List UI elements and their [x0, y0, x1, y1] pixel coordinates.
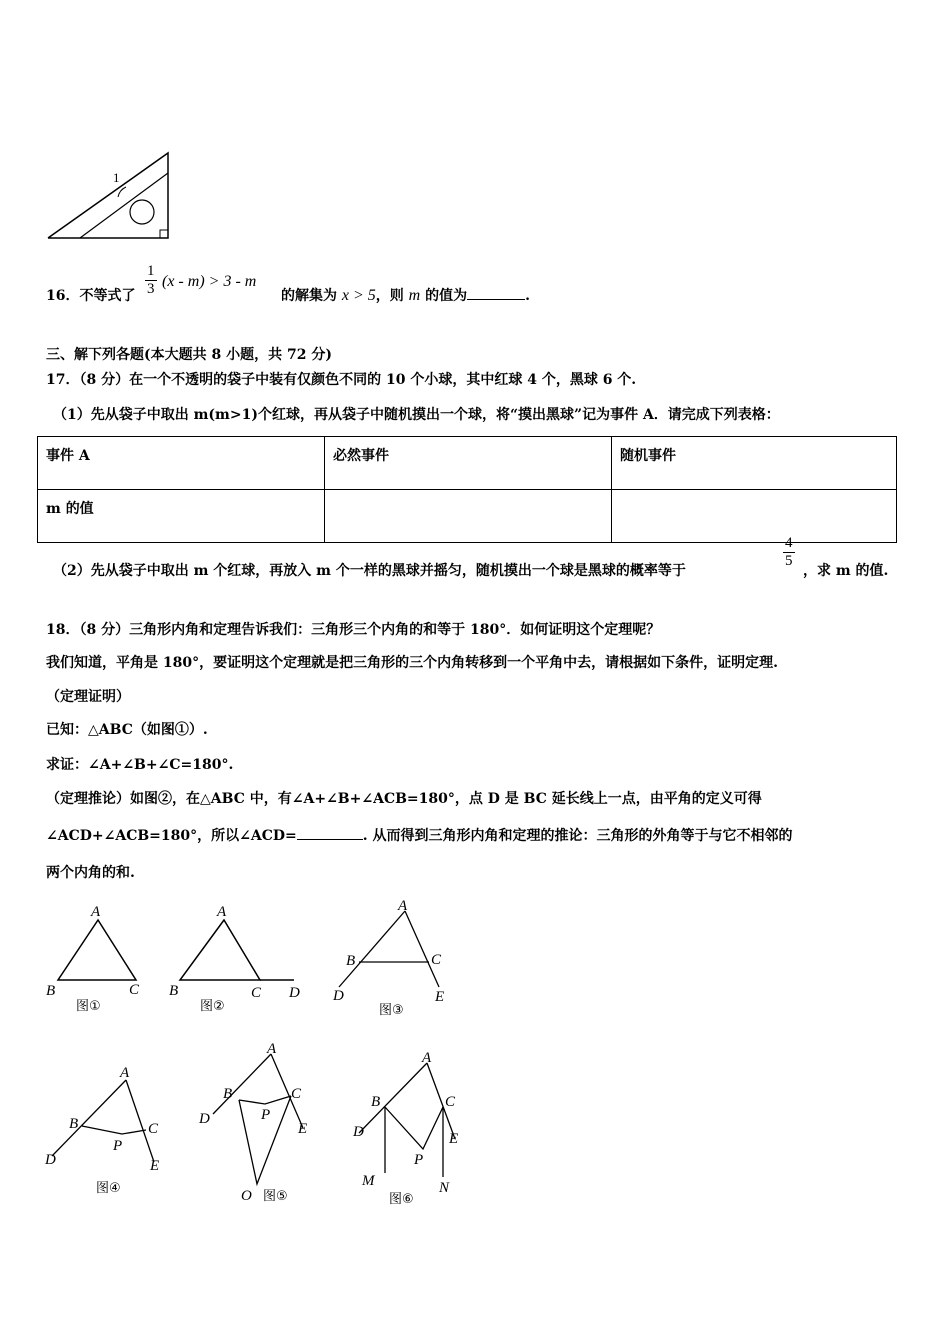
- fig6-label-b: B: [371, 1094, 381, 1110]
- figure-2: [160, 900, 310, 1015]
- fig1-label-c: C: [129, 982, 140, 998]
- table-cell-certain-value[interactable]: [325, 490, 612, 543]
- q17-frac-num: 4: [785, 535, 793, 551]
- table-row: [38, 490, 897, 543]
- fig4-label-p: P: [113, 1138, 123, 1154]
- q17-event-table: [37, 436, 897, 543]
- fig6-label-p: P: [414, 1152, 424, 1168]
- fig6-label-d: D: [353, 1124, 364, 1140]
- q18-line8: 两个内角的和.: [46, 865, 135, 881]
- q17-fraction: [783, 535, 795, 570]
- fig3-label-b: B: [346, 953, 356, 969]
- q18-line3: （定理证明）: [46, 689, 130, 705]
- q16-fraction: [145, 263, 157, 298]
- fig4-caption: 图④: [96, 1181, 121, 1196]
- figure-4: [40, 1060, 180, 1200]
- fig2-label-c: C: [251, 985, 262, 1001]
- fig6-line-ad: [359, 1063, 427, 1133]
- q16-frac-num: 1: [147, 263, 155, 279]
- fig6-caption: 图⑥: [389, 1192, 414, 1207]
- fig5-line-ad: [213, 1054, 271, 1114]
- q18-line6: （定理推论）如图②，在△ABC 中，有∠A+∠B+∠ACB=180°，点 D 是 BC 延长线上一点，由平角的定义可得: [46, 791, 762, 807]
- q16-line: [46, 287, 135, 305]
- q18-line7: [46, 827, 793, 845]
- fig3-line-ab: [339, 911, 405, 987]
- table-row-label: m 的值: [38, 490, 325, 543]
- fig3-line-ac: [405, 911, 439, 987]
- q16-expression: (x - m) > 3 - m: [162, 273, 257, 290]
- table-header-certain: 必然事件: [325, 437, 612, 490]
- q17-part1: （1）先从袋子中取出 m(m>1)个红球，再从袋子中随机摸出一个球，将“摸出黑球”记为事件 A．请完成下列表格：: [53, 407, 780, 423]
- figure-1: [40, 900, 150, 1015]
- fig6-label-c: C: [445, 1094, 456, 1110]
- q18-line2: 我们知道，平角是 180°，要证明这个定理就是把三角形的三个内角转移到一个平角中去，请根据如下条件，证明定理.: [46, 655, 778, 671]
- q16-number: 16．: [46, 288, 80, 304]
- q16-then: ，则: [375, 288, 404, 304]
- fig5-label-b: B: [223, 1086, 233, 1102]
- fig4-label-d: D: [45, 1152, 56, 1168]
- fig4-label-a: A: [120, 1065, 130, 1081]
- angle-arc: [118, 187, 126, 197]
- top-triangle-figure: [40, 145, 180, 245]
- q16-frac-den: 3: [147, 281, 155, 297]
- fig2-triangle: [180, 920, 260, 980]
- fig6-label-e: E: [449, 1131, 459, 1147]
- fig1-label-b: B: [46, 983, 56, 999]
- fig5-label-a: A: [267, 1041, 277, 1057]
- fig5-label-e: E: [298, 1121, 308, 1137]
- fig6-label-m: M: [362, 1173, 375, 1189]
- q17-part2-prefix: （2）先从袋子中取出 m 个红球，再放入 m 个一样的黑球并摇匀，随机摸出一个球是黑球的概率等于: [53, 563, 686, 579]
- fig2-label-d: D: [289, 985, 300, 1001]
- fig4-label-e: E: [150, 1158, 160, 1174]
- angle-1-label: 1: [113, 170, 120, 185]
- q16-mid: 的解集为: [281, 288, 337, 304]
- q18-line1: 18．（8 分）三角形内角和定理告诉我们：三角形三个内角的和等于 180°．如何证明这个定理呢？: [46, 622, 661, 638]
- q17-intro: 17．（8 分）在一个不透明的袋子中装有仅颜色不同的 10 个小球，其中红球 4 个，黑球 6 个.: [46, 372, 637, 388]
- q17-frac-den: 5: [785, 553, 793, 569]
- fig5-label-d: D: [199, 1111, 210, 1127]
- fig3-label-e: E: [435, 989, 445, 1005]
- fig4-label-b: B: [69, 1116, 79, 1132]
- fig5-caption: 图⑤: [263, 1189, 288, 1204]
- fig1-label-a: A: [91, 904, 101, 920]
- fig5-label-p: P: [261, 1107, 271, 1123]
- q18-line7-prefix: ∠ACD+∠ACB=180°，所以∠ACD=: [46, 828, 297, 844]
- q16-suffix: 的值为: [425, 288, 468, 304]
- fig3-label-c: C: [431, 952, 442, 968]
- inscribed-circle: [130, 200, 154, 224]
- q18-line4: 已知：△ABC（如图①）.: [46, 722, 208, 738]
- right-angle-mark: [160, 230, 168, 238]
- fig3-label-d: D: [333, 988, 344, 1004]
- table-cell-random-value[interactable]: [612, 490, 897, 543]
- figure-5: [195, 1038, 325, 1210]
- table-header-row: [38, 437, 897, 490]
- fig5-label-c: C: [291, 1086, 302, 1102]
- fig4-label-c: C: [148, 1121, 159, 1137]
- fig1-caption: 图①: [76, 999, 101, 1014]
- figure-3: [325, 895, 455, 1020]
- fig6-line-bpc: [385, 1107, 443, 1149]
- q16-solution: x > 5: [341, 287, 376, 304]
- q18-answer-blank[interactable]: [297, 839, 363, 840]
- q16-end: .: [525, 288, 530, 304]
- fig6-label-a: A: [422, 1050, 432, 1066]
- triangle-outline: [48, 153, 168, 238]
- fig1-triangle: [58, 920, 136, 980]
- q18-line5: 求证：∠A+∠B+∠C=180°.: [46, 757, 234, 773]
- fig5-line-bpc: [239, 1096, 291, 1104]
- q17-part2: [53, 562, 686, 580]
- q16-prefix: 不等式了: [79, 288, 136, 304]
- fig3-label-a: A: [398, 898, 408, 914]
- table-header-event: 事件 A: [38, 437, 325, 490]
- q18-line7-suffix: . 从而得到三角形内角和定理的推论：三角形的外角等于与它不相邻的: [362, 828, 793, 844]
- fig5-label-o: O: [241, 1188, 252, 1204]
- q16-tail: [281, 287, 530, 305]
- fig2-label-a: A: [217, 904, 227, 920]
- fig4-line-bpc: [82, 1126, 146, 1134]
- q17-part2-tail: ，求 m 的值.: [803, 563, 889, 579]
- q16-answer-blank[interactable]: [467, 299, 525, 300]
- q16-var: m: [408, 287, 421, 304]
- fig2-label-b: B: [169, 983, 179, 999]
- fig6-label-n: N: [439, 1180, 450, 1196]
- section3-title: 三、解下列各题(本大题共 8 小题，共 72 分): [46, 347, 332, 363]
- fig3-caption: 图③: [379, 1003, 404, 1018]
- figure-6: [345, 1045, 475, 1210]
- table-header-random: 随机事件: [612, 437, 897, 490]
- fig2-caption: 图②: [200, 999, 225, 1014]
